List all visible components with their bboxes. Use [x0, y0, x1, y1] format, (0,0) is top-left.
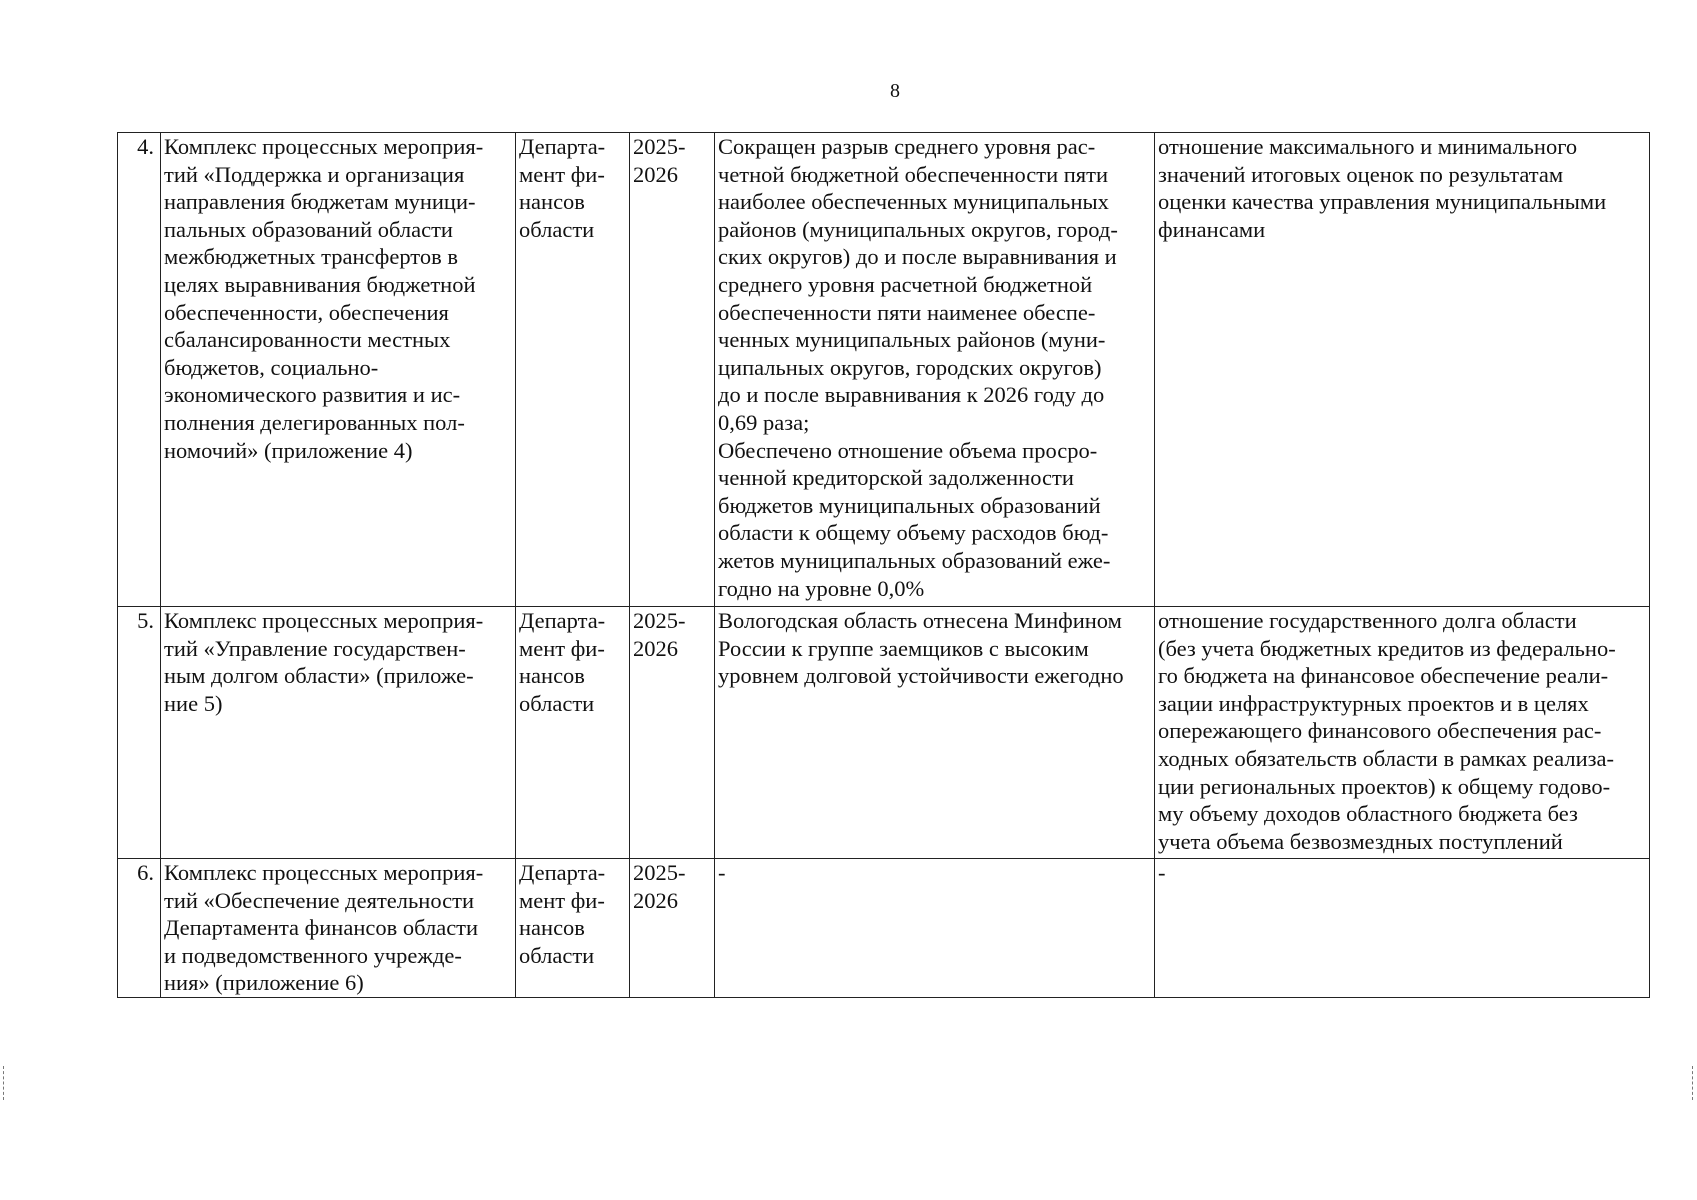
row-number: 4. — [118, 133, 161, 607]
row-number: 6. — [118, 859, 161, 998]
table-row — [118, 859, 1650, 998]
left-binding-mark — [3, 1066, 5, 1100]
implementation-period: 2025- 2026 — [630, 133, 715, 607]
expected-result: Сокращен разрыв среднего уровня рас- четной бюджетной обеспеченности пяти наиболее обеспеченных муниципальных районов (муниципальных округов, город- ских округов) до и после выравнивания и среднего уровня расчетной бюджетной обеспеченности пяти наименее обеспе- ченных муниципальных районов (муни- ципальных округов, городских округов) до и после выравнивания к 2026 году до 0,69 раза; Обеспечено отношение объема просро- ченной кредиторской задолженности бюджетов муниципальных образований области к общему объему расходов бюд- жетов муниципальных образований еже- годно на уровне 0,0% — [715, 133, 1155, 607]
responsible-executor: Департа- мент фи- нансов области — [516, 133, 630, 607]
responsible-executor: Департа- мент фи- нансов области — [516, 607, 630, 859]
table-row — [118, 607, 1650, 859]
right-binding-mark — [1692, 1066, 1694, 1100]
linked-indicator: - — [1155, 859, 1650, 998]
table-row — [118, 133, 1650, 607]
responsible-executor: Департа- мент фи- нансов области — [516, 859, 630, 998]
measure-name: Комплекс процессных мероприя- тий «Обеспечение деятельности Департамента финансов области и подведомственного учрежде- ния» (приложение 6) — [161, 859, 516, 998]
row-number: 5. — [118, 607, 161, 859]
measure-name: Комплекс процессных мероприя- тий «Поддержка и организация направления бюджетам муници- пальных образований области межбюджетных трансфертов в целях выравнивания бюджетной обеспеченности, обеспечения сбалансированности местных бюджетов, социально- экономического развития и ис- полнения делегированных пол- номочий» (приложение 4) — [161, 133, 516, 607]
measures-table — [117, 132, 1650, 998]
expected-result: Вологодская область отнесена Минфином России к группе заемщиков с высоким уровнем долговой устойчивости ежегодно — [715, 607, 1155, 859]
page-number: 8 — [890, 80, 900, 102]
implementation-period: 2025- 2026 — [630, 859, 715, 998]
linked-indicator: отношение максимального и минимального значений итоговых оценок по результатам оценки качества управления муниципальными финансами — [1155, 133, 1650, 607]
linked-indicator: отношение государственного долга области (без учета бюджетных кредитов из федерально- го бюджета на финансовое обеспечение реали- зации инфраструктурных проектов и в целях опережающего финансового обеспечения рас- ходных обязательств области в рамках реализа- ции региональных проектов) к общему годово- му объему доходов областного бюджета без учета объема безвозмездных поступлений — [1155, 607, 1650, 859]
measure-name: Комплекс процессных мероприя- тий «Управление государствен- ным долгом области» (приложе- ние 5) — [161, 607, 516, 859]
expected-result: - — [715, 859, 1155, 998]
implementation-period: 2025- 2026 — [630, 607, 715, 859]
